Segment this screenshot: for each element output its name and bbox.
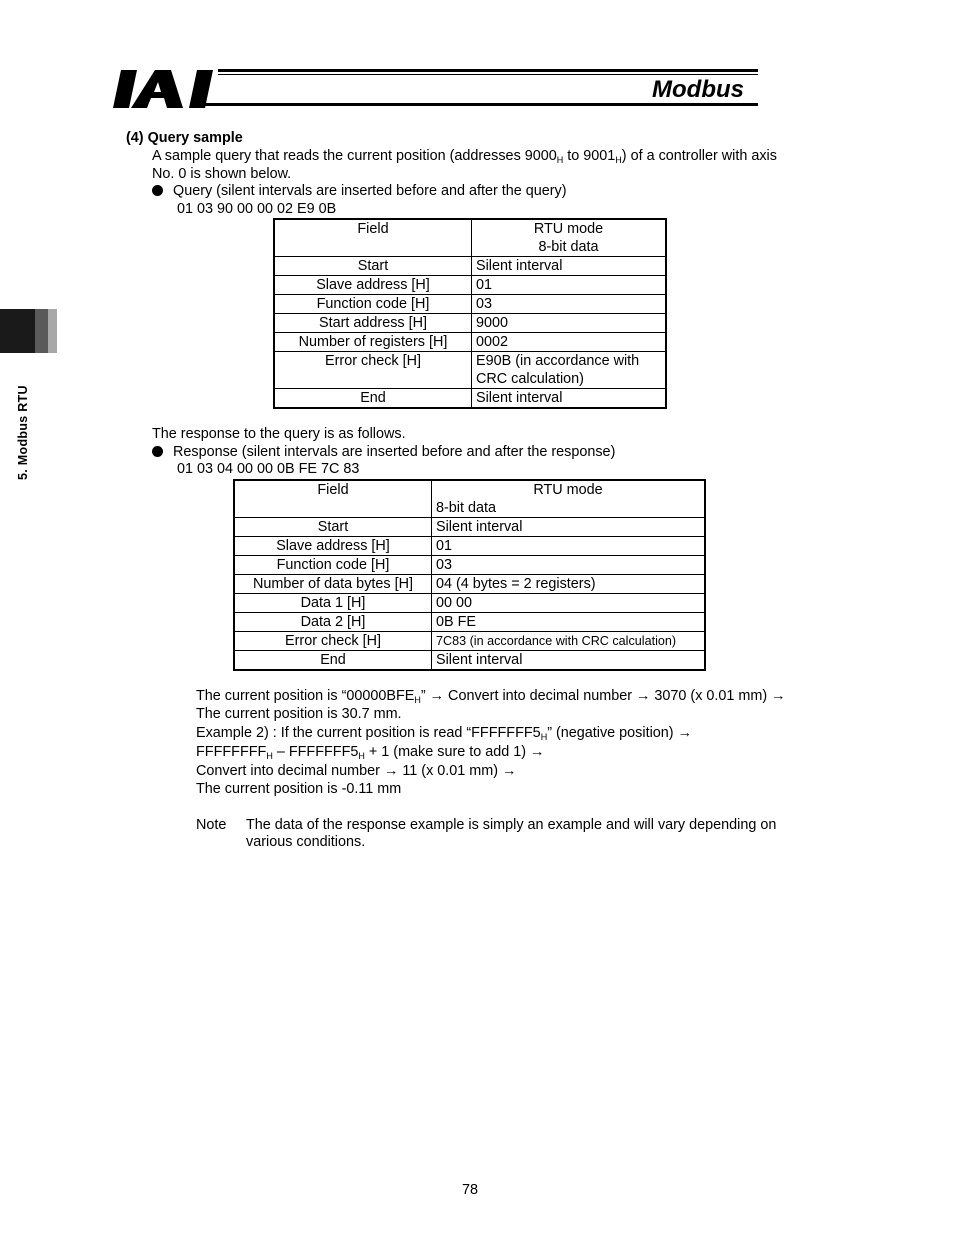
table-header-row (274, 219, 666, 257)
table-header-row (234, 480, 705, 518)
page-number: 78 (461, 1182, 478, 1198)
table-row: Data 2 [H] 0B FE (234, 613, 705, 632)
explanation-line-1: The current position is “$00000BFE_H$” → Convert into decimal number → 3070 (x 0.01 mm) → (196, 688, 786, 705)
note-line-1: The data of the response example is simply an example and will vary depending on (246, 817, 777, 833)
header-field: Field (234, 480, 432, 518)
table-row: Error check [H] 7C83 (in accordance with CRC calculation) (234, 632, 705, 651)
response-bullet: Response (silent intervals are inserted before and after the response) (152, 443, 615, 461)
table-row: Slave address [H] 01 (234, 537, 705, 556)
response-hex: 01 03 04 00 00 0B FE 7C 83 (177, 461, 360, 477)
header-rule-thin (218, 74, 758, 75)
table-row: Data 1 [H] 00 00 (234, 594, 705, 613)
explanation-line-4: $FFFFFFFF_H$ – $FFFFFFF5_H + 1$ (make sure to add 1) → (196, 744, 545, 761)
section-title: Modbus (652, 76, 744, 103)
section-heading: (4) Query sample (126, 130, 243, 146)
table-row: Start Silent interval (274, 257, 666, 276)
side-tab-dark (0, 309, 35, 353)
table-row: Number of registers [H] 0002 (274, 333, 666, 352)
bullet-icon (152, 446, 163, 457)
response-table (233, 479, 706, 671)
note-label: Note (196, 817, 227, 833)
explanation-line-2: The current position is 30.7 mm. (196, 706, 402, 722)
response-intro: The response to the query is as follows. (152, 426, 406, 442)
bullet-icon (152, 185, 163, 196)
header-field: Field (274, 219, 472, 257)
table-row: End Silent interval (274, 389, 666, 409)
table-row: End Silent interval (234, 651, 705, 671)
intro-line-1: A sample query that reads the current position (addresses $9000_H$ to $9001_H$) of a controller with axis (152, 148, 777, 165)
table-row: Error check [H] E90B (in accordance with CRC calculation) (274, 352, 666, 389)
explanation-line-6: The current position is -0.11 mm (196, 781, 402, 797)
table-row: Start address [H] 9000 (274, 314, 666, 333)
header-mode: RTU mode 8-bit data (472, 219, 667, 257)
side-tab-mid (35, 309, 48, 353)
side-tab-light (48, 309, 57, 353)
explanation-line-5: Convert into decimal number → 11 (x 0.01 mm) → (196, 763, 517, 779)
table-row: Function code [H] 03 (274, 295, 666, 314)
header-rule-top (218, 69, 758, 72)
note-line-2: various conditions. (246, 834, 366, 850)
iai-logo (113, 70, 213, 108)
explanation-line-3: Example 2) : If the current position is read “$FFFFFFF5_H$” (negative position) → (196, 725, 692, 742)
intro-line-2: No. 0 is shown below. (152, 166, 292, 182)
side-tab-label: 5. Modbus RTU (16, 385, 30, 480)
header-mode: RTU mode 8-bit data (432, 480, 706, 518)
query-bullet: Query (silent intervals are inserted before and after the query) (152, 182, 567, 200)
query-hex: 01 03 90 00 00 02 E9 0B (177, 201, 337, 217)
table-row: Start Silent interval (234, 518, 705, 537)
query-table (273, 218, 667, 409)
table-row: Number of data bytes [H] 04 (4 bytes = 2 registers) (234, 575, 705, 594)
table-row: Slave address [H] 01 (274, 276, 666, 295)
table-row: Function code [H] 03 (234, 556, 705, 575)
